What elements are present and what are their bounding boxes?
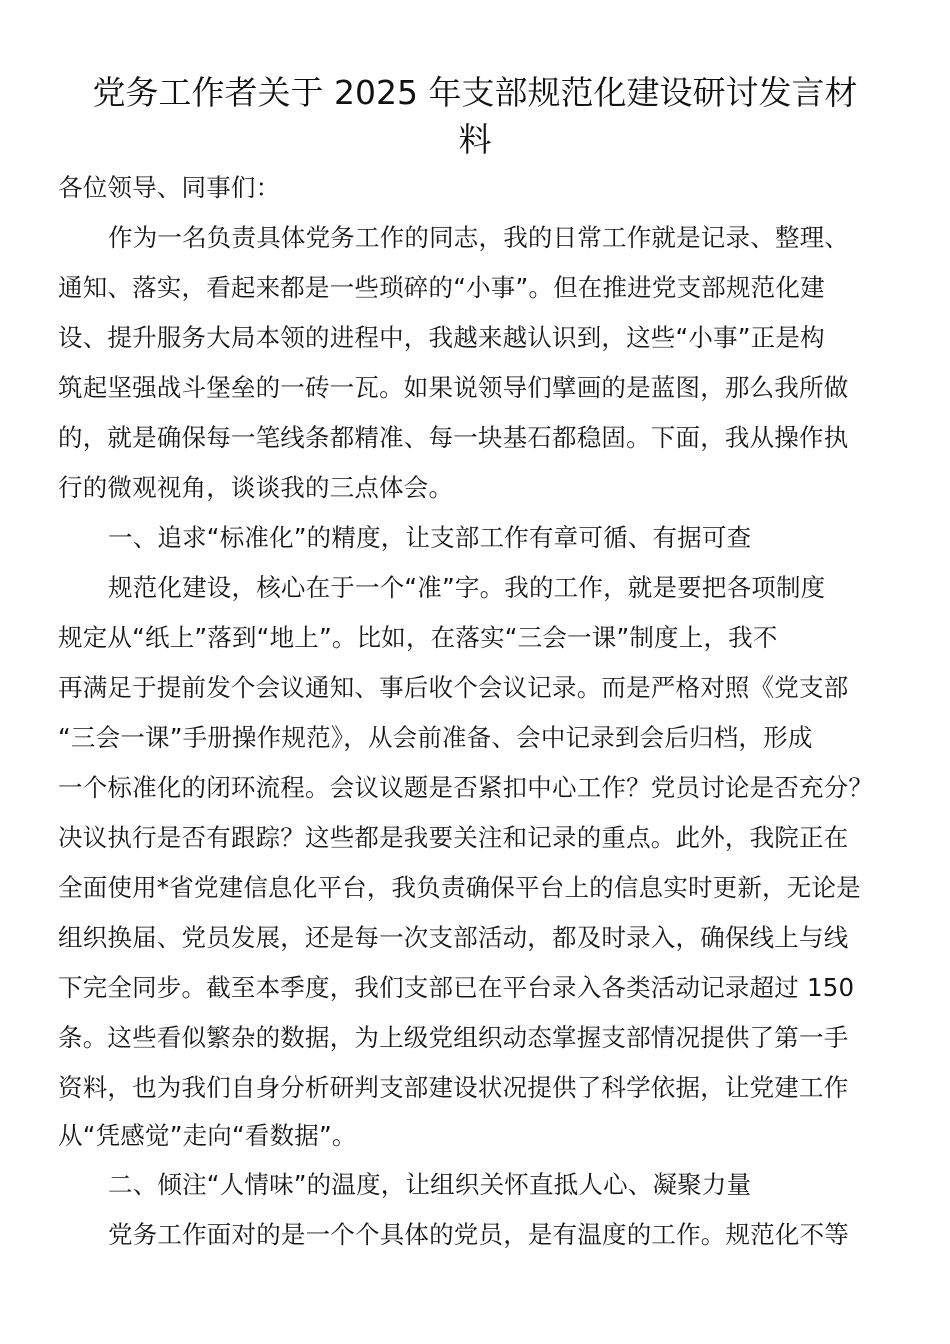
paragraph-line: 规范化建设，核心在于一个“准”字。我的工作，就是要把各项制度	[108, 573, 826, 602]
paragraph-line: 条。这些看似繁杂的数据，为上级党组织动态掌握支部情况提供了第一手	[58, 1023, 849, 1052]
paragraph-line: 从“凭感觉”走向“看数据”。	[58, 1121, 357, 1150]
paragraph-line: 组织换届、党员发展，还是每一次支部活动，都及时录入，确保线上与线	[58, 923, 849, 952]
paragraph-line: 行的微观视角，谈谈我的三点体会。	[58, 473, 454, 502]
paragraph-line: 党务工作面对的是一个个具体的党员，是有温度的工作。规范化不等	[108, 1220, 849, 1249]
paragraph-line: 一个标准化的闭环流程。会议议题是否紧扣中心工作？党员讨论是否充分？	[58, 773, 874, 802]
paragraph-line: 全面使用*省党建信息化平台，我负责确保平台上的信息实时更新，无论是	[58, 873, 861, 902]
paragraph-line: 再满足于提前发个会议通知、事后收个会议记录。而是严格对照《党支部	[58, 673, 849, 702]
document-title-line-2: 料	[458, 120, 492, 159]
section-heading-1: 一、追求“标准化”的精度，让支部工作有章可循、有据可查	[108, 523, 752, 552]
paragraph-line: “三会一课”手册操作规范》，从会前准备、会中记录到会后归档，形成	[58, 723, 813, 752]
section-heading-2: 二、倾注“人情味”的温度，让组织关怀直抵人心、凝聚力量	[108, 1170, 752, 1199]
paragraph-line: 决议执行是否有跟踪？这些都是我要关注和记录的重点。此外，我院正在	[58, 823, 849, 852]
salutation: 各位领导、同事们：	[58, 173, 281, 202]
paragraph-line: 资料，也为我们自身分析研判支部建设状况提供了科学依据，让党建工作	[58, 1073, 849, 1102]
paragraph-line: 设、提升服务大局本领的进程中，我越来越认识到，这些“小事”正是构	[58, 323, 825, 352]
paragraph-line: 的，就是确保每一笔线条都精准、每一块基石都稳固。下面，我从操作执	[58, 423, 849, 452]
document-title-line-1: 党务工作者关于 2025 年支部规范化建设研讨发言材	[92, 73, 858, 112]
paragraph-line: 通知、落实，看起来都是一些琐碎的“小事”。但在推进党支部规范化建	[58, 273, 825, 302]
paragraph-line: 作为一名负责具体党务工作的同志，我的日常工作就是记录、整理、	[108, 223, 849, 252]
paragraph-line: 下完全同步。截至本季度，我们支部已在平台录入各类活动记录超过 150	[58, 973, 855, 1002]
paragraph-line: 筑起坚强战斗堡垒的一砖一瓦。如果说领导们擘画的是蓝图，那么我所做	[58, 373, 849, 402]
paragraph-line: 规定从“纸上”落到“地上”。比如，在落实“三会一课”制度上，我不	[58, 623, 778, 652]
